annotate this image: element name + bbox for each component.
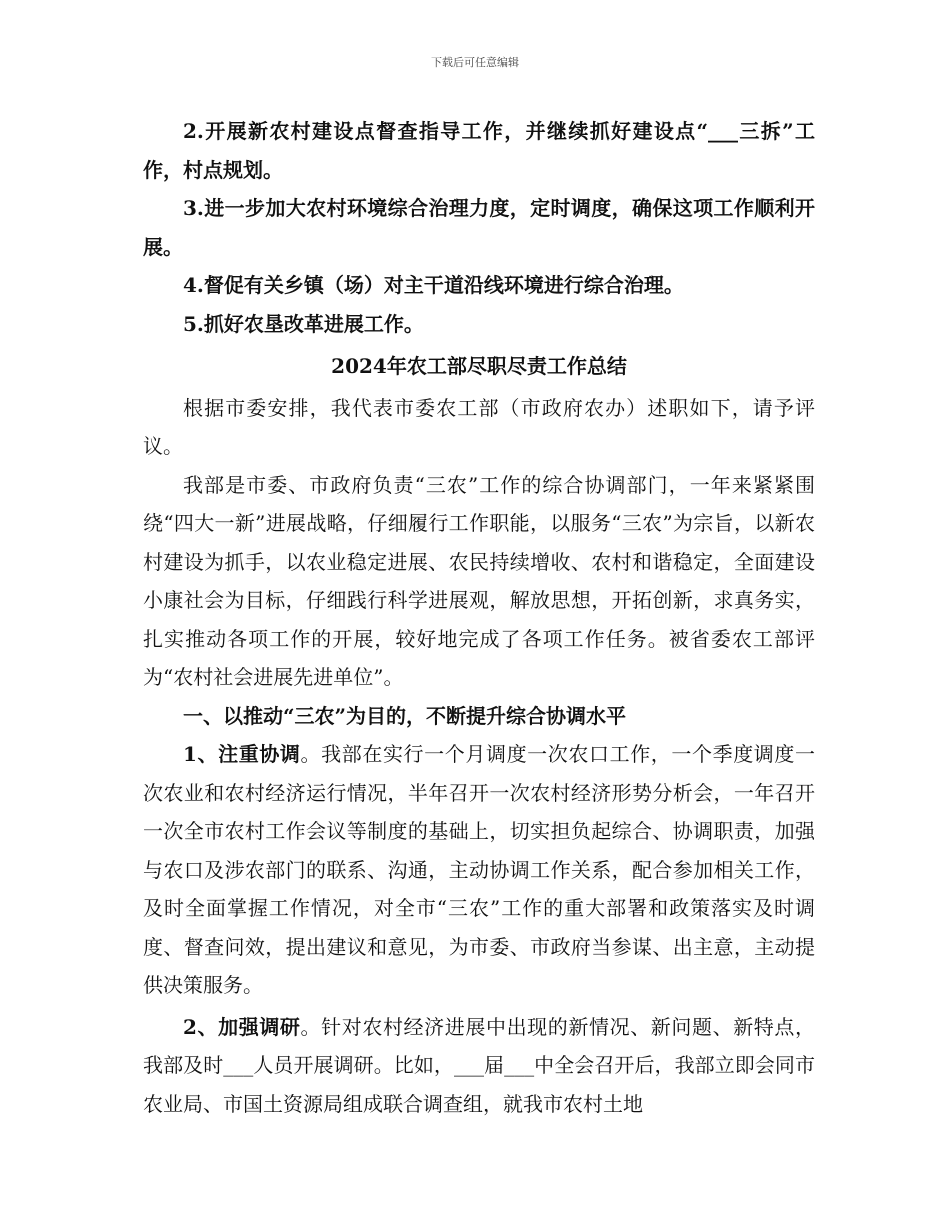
item-text: 。针对农村经济进展中出现的新情况、新问题、新特点，我部及时___人员开展调研。比如，___届___中全会召开后，我部立即会同市农业局、市国土资源局组成联合调查组，就我市农村土地 — [143, 1014, 816, 1116]
item-lead: 2、加强调研 — [183, 1014, 301, 1039]
paragraph-intro: 根据市委安排，我代表市委农工部（市政府农办）述职如下，请予评议。 — [143, 395, 815, 458]
paragraph-coordination — [143, 735, 815, 1005]
list-item: 2.开展新农村建设点督查指导工作，并继续抓好建设点“___三拆”工作，村点规划。 — [143, 119, 815, 182]
list-item: 5.抓好农垦改革进展工作。 — [183, 311, 424, 336]
item-text: 。我部在实行一个月调度一次农口工作，一个季度调度一次农业和农村经济运行情况，半年召开一次农村经济形势分析会，一年召开一次全市农村工作会议等制度的基础上，切实担负起综合、协调职责，加强与农口及涉农部门的联系、沟通，主动协调工作关系，配合参加相关工作，及时全面掌握工作情况，对全市“三农”工作的重大部署和政策落实及时调度、督查问效，提出建议和意见，为市委、市政府当参谋、出主意，主动提供决策服务。 — [143, 742, 816, 997]
document-title: 2024年农工部尽职尽责工作总结 — [331, 354, 627, 378]
list-item: 4.督促有关乡镇（场）对主干道沿线环境进行综合治理。 — [183, 273, 684, 297]
item-lead: 1、注重协调 — [183, 742, 301, 766]
page-header-note: 下载后可任意编辑 — [431, 56, 519, 69]
paragraph-research — [143, 1008, 815, 1124]
section-heading: 一、以推动“三农”为目的，不断提升综合协调水平 — [183, 703, 627, 728]
list-item: 3.进一步加大农村环境综合治理力度，定时调度，确保这项工作顺利开展。 — [143, 196, 815, 259]
paragraph-overview: 我部是市委、市政府负责“三农”工作的综合协调部门，一年来紧紧围绕“四大一新”进展战略，仔细履行工作职能，以服务“三农”为宗旨，以新农村建设为抓手，以农业稳定进展、农民持续增收、农村和谐稳定，全面建设小康社会为目标，仔细践行科学进展观，解放思想，开拓创新，求真务实，扎实推动各项工作的开展，较好地完成了各项工作任务。被省委农工部评为“农村社会进展先进单位”。 — [143, 472, 815, 689]
document-body — [143, 112, 815, 1123]
